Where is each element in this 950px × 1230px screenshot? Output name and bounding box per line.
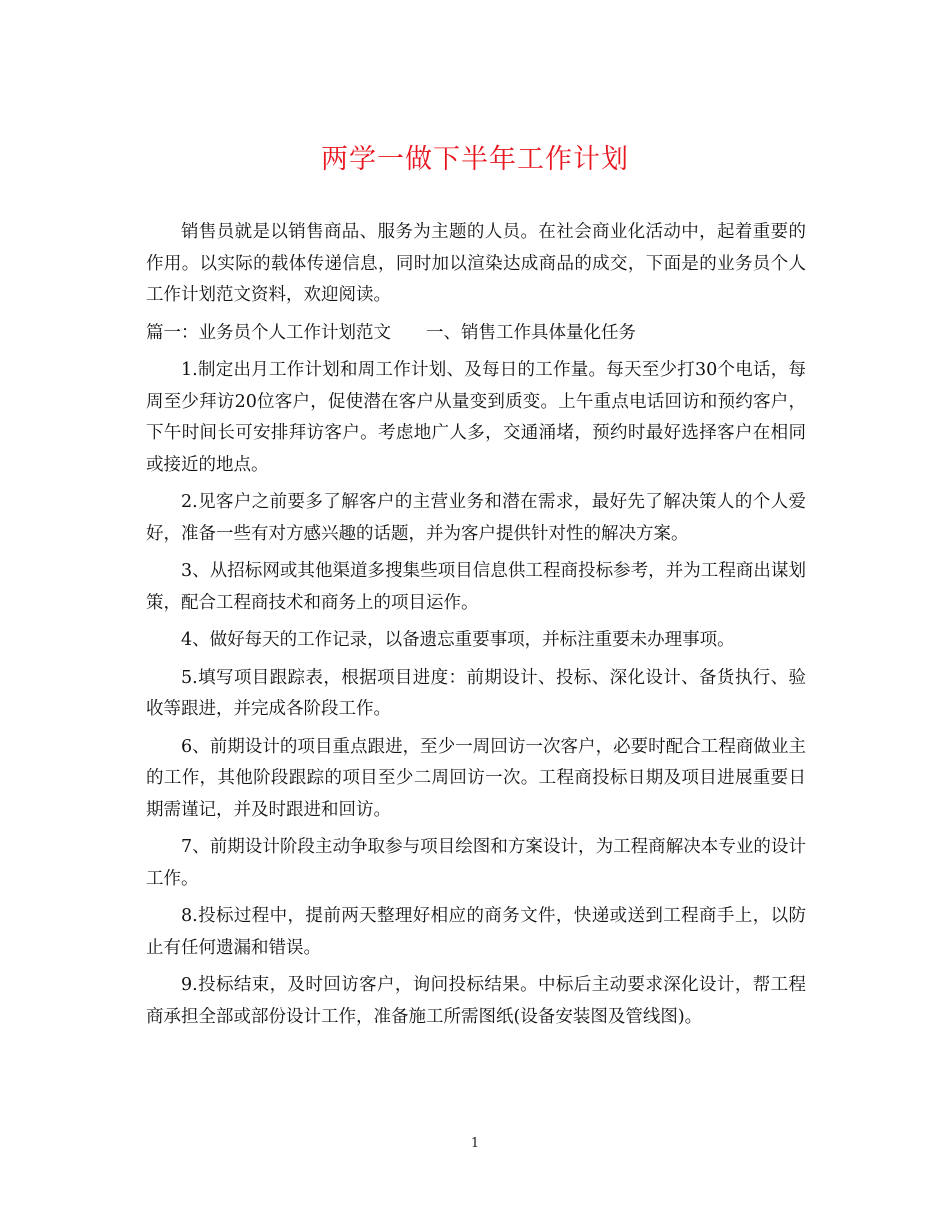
page-title: 两学一做下半年工作计划 (321, 144, 629, 175)
section-heading: 篇一：业务员个人工作计划范文 一、销售工作具体量化任务 (146, 322, 636, 343)
list-item-1: 1.制定出月工作计划和周工作计划、及每日的工作量。每天至少打30个电话，每周至少拜访20位客户，促使潜在客户从量变到质变。上午重点电话回访和预约客户，下午时间长可安排拜访客户。考虑地广人多，交通涌堵，预约时最好选择客户在相同或接近的地点。 (146, 360, 806, 475)
list-item-4: 4、做好每天的工作记录，以备遗忘重要事项，并标注重要未办理事项。 (181, 630, 735, 650)
list-item-6: 6、前期设计的项目重点跟进，至少一周回访一次客户，必要时配合工程商做业主的工作，其他阶段跟踪的项目至少二周回访一次。工程商投标日期及项目进展重要日期需谨记，并及时跟进和回访。 (146, 736, 806, 820)
list-item-5: 5.填写项目跟踪表，根据项目进度：前期设计、投标、深化设计、备货执行、验收等跟进，并完成各阶段工作。 (146, 667, 806, 719)
list-item-9: 9.投标结束，及时回访客户，询问投标结果。中标后主动要求深化设计，帮工程商承担全部或部份设计工作，准备施工所需图纸(设备安装图及管线图)。 (146, 975, 806, 1027)
document-body (146, 217, 806, 1039)
list-item-8: 8.投标过程中，提前两天整理好相应的商务文件，快递或送到工程商手上，以防止有任何遗漏和错误。 (146, 906, 806, 958)
list-item-2: 2.见客户之前要多了解客户的主营业务和潜在需求，最好先了解决策人的个人爱好，准备一些有对方感兴趣的话题，并为客户提供针对性的解决方案。 (146, 492, 806, 544)
list-item-3: 3、从招标网或其他渠道多搜集些项目信息供工程商投标参考，并为工程商出谋划策，配合工程商技术和商务上的项目运作。 (146, 561, 806, 613)
intro-paragraph: 销售员就是以销售商品、服务为主题的人员。在社会商业化活动中，起着重要的作用。以实际的载体传递信息，同时加以渲染达成商品的成交，下面是的业务员个人工作计划范文资料，欢迎阅读。 (146, 222, 806, 305)
page-number: 1 (470, 1136, 480, 1151)
list-item-7: 7、前期设计阶段主动争取参与项目绘图和方案设计，为工程商解决本专业的设计工作。 (146, 837, 806, 889)
